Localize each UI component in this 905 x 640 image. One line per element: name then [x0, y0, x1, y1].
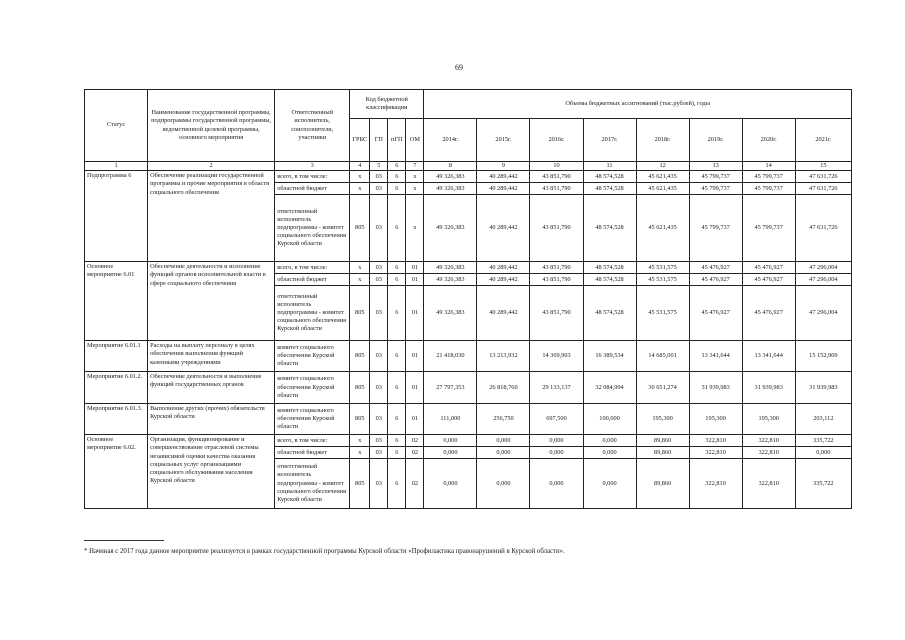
row-value: 40 289,442	[477, 171, 530, 183]
header-year: 2021г.	[795, 119, 851, 162]
row-code: x	[350, 262, 370, 274]
header-code-col: ГП	[370, 119, 388, 162]
row-value: 47 631,726	[795, 171, 851, 183]
table-row	[85, 171, 852, 183]
row-value: 45 621,435	[636, 171, 689, 183]
row-code: 6	[388, 286, 406, 341]
row-code: 805	[350, 195, 370, 262]
row-value: 0,000	[583, 435, 636, 447]
row-value: 0,000	[795, 447, 851, 459]
row-value: 21 418,030	[424, 341, 477, 372]
row-value: 45 531,575	[636, 274, 689, 286]
row-value: 0,000	[530, 459, 583, 509]
row-code: 03	[370, 262, 388, 274]
table-row	[85, 262, 852, 274]
column-index: 8	[424, 162, 477, 171]
row-value: 0,000	[477, 435, 530, 447]
header-executor: Ответственный исполнитель, соисполнители, участники	[275, 90, 350, 162]
row-code: 02	[406, 435, 424, 447]
page-number: 69	[455, 63, 463, 72]
header-year: 2015г.	[477, 119, 530, 162]
row-value: 0,000	[583, 459, 636, 509]
budget-table	[84, 89, 852, 509]
row-value: 45 476,927	[689, 262, 742, 274]
header-code-col: ОМ	[406, 119, 424, 162]
row-value: 31 939,983	[742, 372, 795, 404]
row-code: 6	[388, 195, 406, 262]
header-volumes: Объемы бюджетных ассигнований (тыс.рублей), годы	[424, 90, 852, 119]
row-value: 49 326,383	[424, 171, 477, 183]
column-index: 2	[148, 162, 275, 171]
row-executor: всего, в том числе:	[275, 262, 350, 274]
row-value: 32 084,994	[583, 372, 636, 404]
row-value: 0,000	[477, 459, 530, 509]
column-index: 13	[689, 162, 742, 171]
column-index: 4	[350, 162, 370, 171]
row-value: 0,000	[424, 459, 477, 509]
row-executor: ответственный исполнитель подпрограммы - комитет социального обеспечения Курской области	[275, 195, 350, 262]
column-index: 14	[742, 162, 795, 171]
row-value: 45 531,575	[636, 262, 689, 274]
row-code: 01	[406, 274, 424, 286]
row-value: 0,000	[530, 447, 583, 459]
row-code: 03	[370, 286, 388, 341]
row-executor: областной бюджет	[275, 447, 350, 459]
header-code: Код бюджетной классификации	[350, 90, 424, 119]
row-value: 89,860	[636, 435, 689, 447]
row-value: 45 476,927	[742, 286, 795, 341]
row-code: 03	[370, 341, 388, 372]
row-value: 40 289,442	[477, 183, 530, 195]
column-index: 7	[406, 162, 424, 171]
row-code: 805	[350, 459, 370, 509]
row-value: 40 289,442	[477, 195, 530, 262]
row-value: 89,860	[636, 447, 689, 459]
row-value: 322,810	[689, 459, 742, 509]
row-value: 16 389,534	[583, 341, 636, 372]
row-value: 45 531,575	[636, 286, 689, 341]
row-value: 45 799,737	[742, 195, 795, 262]
row-value: 322,810	[742, 435, 795, 447]
header-year: 2014г.	[424, 119, 477, 162]
row-value: 0,000	[583, 447, 636, 459]
row-code: 03	[370, 171, 388, 183]
table-row	[85, 372, 852, 404]
row-code: 03	[370, 372, 388, 404]
row-code: x	[406, 171, 424, 183]
table-row	[85, 404, 852, 435]
row-code: 6	[388, 274, 406, 286]
header-status: Статус	[85, 90, 148, 162]
row-executor: комитет социального обеспечения Курской области	[275, 404, 350, 435]
row-value: 31 939,983	[795, 372, 851, 404]
row-value: 27 797,353	[424, 372, 477, 404]
row-code: 01	[406, 262, 424, 274]
row-value: 0,000	[424, 435, 477, 447]
row-code: 805	[350, 372, 370, 404]
row-value: 45 621,435	[636, 183, 689, 195]
row-status: Мероприятие 6.01.2.	[85, 372, 148, 404]
row-value: 43 851,790	[530, 195, 583, 262]
row-value: 40 289,442	[477, 286, 530, 341]
row-code: 03	[370, 195, 388, 262]
row-name: Организация, функционирование и совершенствование отраслевой системы независимой оценки качества оказания социальных услуг организациями социального обслуживания населения Курской области	[148, 435, 275, 509]
row-code: 805	[350, 341, 370, 372]
row-code: 6	[388, 435, 406, 447]
row-code: 03	[370, 404, 388, 435]
row-value: 697,500	[530, 404, 583, 435]
row-value: 45 799,737	[742, 171, 795, 183]
row-value: 48 574,528	[583, 262, 636, 274]
row-value: 45 476,927	[742, 274, 795, 286]
row-code: 6	[388, 372, 406, 404]
row-executor: ответственный исполнитель подпрограммы - комитет социального обеспечения Курской области	[275, 459, 350, 509]
row-value: 335,722	[795, 459, 851, 509]
row-value: 49 326,383	[424, 183, 477, 195]
row-value: 40 289,442	[477, 262, 530, 274]
column-index: 15	[795, 162, 851, 171]
row-value: 322,810	[742, 459, 795, 509]
row-value: 13 341,644	[689, 341, 742, 372]
column-index: 1	[85, 162, 148, 171]
row-code: 03	[370, 274, 388, 286]
row-value: 45 476,927	[689, 286, 742, 341]
row-value: 48 574,528	[583, 195, 636, 262]
row-code: x	[406, 183, 424, 195]
column-index-row	[85, 162, 852, 171]
row-code: 6	[388, 447, 406, 459]
row-value: 15 152,909	[795, 341, 851, 372]
row-value: 47 631,726	[795, 183, 851, 195]
row-value: 111,000	[424, 404, 477, 435]
row-value: 13 213,932	[477, 341, 530, 372]
row-value: 26 818,760	[477, 372, 530, 404]
row-code: x	[350, 435, 370, 447]
table-row	[85, 435, 852, 447]
header-year: 2016г.	[530, 119, 583, 162]
row-code: 6	[388, 183, 406, 195]
column-index: 5	[370, 162, 388, 171]
row-value: 100,000	[583, 404, 636, 435]
header-year: 2020г.	[742, 119, 795, 162]
row-code: x	[350, 171, 370, 183]
row-value: 47 296,004	[795, 274, 851, 286]
row-code: 6	[388, 459, 406, 509]
row-value: 40 289,442	[477, 274, 530, 286]
column-index: 12	[636, 162, 689, 171]
header-name: Наименование государственной программы, подпрограммы государственной программы, ведомственной целевой программы, основного мероприятия	[148, 90, 275, 162]
table-row	[85, 341, 852, 372]
row-value: 45 476,927	[742, 262, 795, 274]
row-value: 43 851,790	[530, 183, 583, 195]
row-value: 43 851,790	[530, 262, 583, 274]
row-value: 49 326,383	[424, 286, 477, 341]
row-value: 49 326,383	[424, 262, 477, 274]
row-value: 48 574,528	[583, 274, 636, 286]
row-value: 203,112	[795, 404, 851, 435]
row-code: x	[350, 183, 370, 195]
table-body	[85, 171, 852, 509]
row-code: 02	[406, 447, 424, 459]
row-value: 45 799,737	[689, 183, 742, 195]
row-name: Обеспечение деятельности и исполнение функций органов исполнительной власти в сфере социального обеспечения	[148, 262, 275, 341]
row-value: 0,000	[477, 447, 530, 459]
row-value: 335,722	[795, 435, 851, 447]
row-value: 47 296,004	[795, 286, 851, 341]
row-value: 47 296,004	[795, 262, 851, 274]
row-status: Мероприятие 6.01.3.	[85, 404, 148, 435]
column-index: 11	[583, 162, 636, 171]
header-code-col: пГП	[388, 119, 406, 162]
row-executor: областной бюджет	[275, 274, 350, 286]
row-value: 195,300	[689, 404, 742, 435]
row-value: 45 799,737	[742, 183, 795, 195]
row-value: 322,810	[689, 447, 742, 459]
row-value: 45 799,737	[689, 195, 742, 262]
row-code: 03	[370, 183, 388, 195]
row-code: 03	[370, 447, 388, 459]
header-year: 2018г.	[636, 119, 689, 162]
row-value: 45 799,737	[689, 171, 742, 183]
row-value: 30 651,274	[636, 372, 689, 404]
row-value: 43 851,790	[530, 286, 583, 341]
row-value: 89,860	[636, 459, 689, 509]
row-status: Мероприятие 6.01.1	[85, 341, 148, 372]
row-code: x	[406, 195, 424, 262]
footnote-divider	[84, 540, 164, 541]
row-value: 48 574,528	[583, 171, 636, 183]
row-executor: областной бюджет	[275, 183, 350, 195]
row-value: 48 574,528	[583, 286, 636, 341]
column-index: 3	[275, 162, 350, 171]
row-code: 6	[388, 171, 406, 183]
row-code: x	[350, 274, 370, 286]
row-value: 0,000	[424, 447, 477, 459]
row-code: 01	[406, 286, 424, 341]
header-code-col: ГРБС	[350, 119, 370, 162]
header-year: 2017г.	[583, 119, 636, 162]
row-value: 29 133,137	[530, 372, 583, 404]
row-value: 43 851,790	[530, 274, 583, 286]
row-code: 02	[406, 459, 424, 509]
row-value: 47 631,726	[795, 195, 851, 262]
row-value: 195,300	[742, 404, 795, 435]
row-value: 195,300	[636, 404, 689, 435]
row-value: 45 476,927	[689, 274, 742, 286]
row-status: Основное мероприятие 6.01	[85, 262, 148, 341]
footnote: * Начиная с 2017 года данное мероприятие реализуется в рамках государственной программы Курской области «Профилактика правонарушений в Курской области».	[84, 548, 565, 555]
row-code: 805	[350, 404, 370, 435]
header-year: 2019г.	[689, 119, 742, 162]
row-code: 01	[406, 404, 424, 435]
row-name: Обеспечение реализации государственной программы и прочие мероприятия в области социального обеспечения	[148, 171, 275, 262]
row-code: 6	[388, 341, 406, 372]
row-code: 03	[370, 459, 388, 509]
row-code: 6	[388, 262, 406, 274]
row-code: 01	[406, 341, 424, 372]
row-value: 256,750	[477, 404, 530, 435]
row-code: 805	[350, 286, 370, 341]
row-executor: всего, в том числе:	[275, 171, 350, 183]
row-name: Обеспечение деятельности и выполнение функций государственных органов	[148, 372, 275, 404]
row-code: 01	[406, 372, 424, 404]
row-value: 48 574,528	[583, 183, 636, 195]
row-value: 49 326,383	[424, 195, 477, 262]
row-value: 43 851,790	[530, 171, 583, 183]
row-value: 322,810	[742, 447, 795, 459]
row-code: x	[350, 447, 370, 459]
row-value: 31 939,983	[689, 372, 742, 404]
row-executor: всего, в том числе:	[275, 435, 350, 447]
row-executor: комитет социального обеспечения Курской области	[275, 341, 350, 372]
row-value: 49 326,383	[424, 274, 477, 286]
row-value: 14 369,903	[530, 341, 583, 372]
column-index: 6	[388, 162, 406, 171]
column-index: 10	[530, 162, 583, 171]
row-name: Выполнение других (прочих) обязательств Курской области	[148, 404, 275, 435]
row-value: 45 621,435	[636, 195, 689, 262]
row-executor: комитет социального обеспечения Курской области	[275, 372, 350, 404]
row-status: Основное мероприятие 6.02.	[85, 435, 148, 509]
row-code: 6	[388, 404, 406, 435]
row-value: 0,000	[530, 435, 583, 447]
row-status: Подпрограмма 6	[85, 171, 148, 262]
row-name: Расходы на выплату персоналу в целях обеспечения выполнения функций казенными учреждениями	[148, 341, 275, 372]
row-value: 13 341,644	[742, 341, 795, 372]
row-value: 14 685,001	[636, 341, 689, 372]
column-index: 9	[477, 162, 530, 171]
row-value: 322,810	[689, 435, 742, 447]
row-executor: ответственный исполнитель подпрограммы - комитет социального обеспечения Курской области	[275, 286, 350, 341]
row-code: 03	[370, 435, 388, 447]
